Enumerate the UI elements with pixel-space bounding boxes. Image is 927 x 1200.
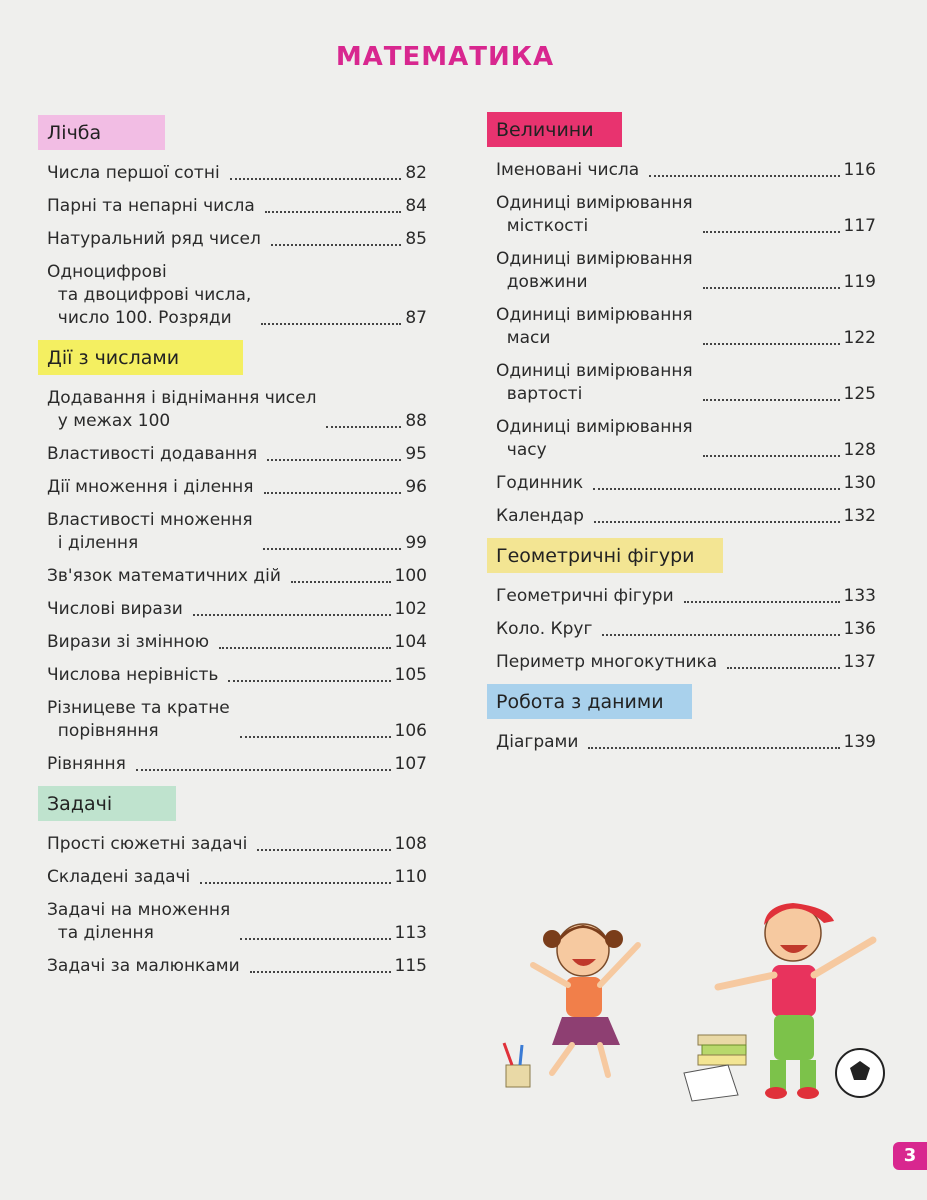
toc-entry-title: Задачі за малюнками	[47, 956, 240, 976]
toc-entry-page: 125	[843, 384, 876, 404]
toc-entry-title: Числа першої сотні	[47, 163, 220, 183]
soccer-ball-icon	[836, 1049, 884, 1097]
dot-leader	[703, 399, 840, 401]
toc-entry-page: 82	[405, 163, 427, 183]
dot-leader	[264, 492, 402, 494]
toc-entry-page: 113	[394, 923, 427, 943]
dot-leader	[703, 231, 840, 233]
dot-leader	[326, 426, 401, 428]
dot-leader	[265, 211, 402, 213]
dot-leader	[250, 971, 391, 973]
toc-entry-page: 117	[843, 216, 876, 236]
dot-leader	[703, 455, 840, 457]
section-heading-counting: Лічба	[38, 115, 165, 150]
dot-leader	[230, 178, 402, 180]
dot-leader	[263, 548, 402, 550]
section-entries-tasks	[38, 833, 430, 978]
toc-entry-page: 128	[843, 440, 876, 460]
toc-entry[interactable]	[496, 618, 876, 641]
toc-entry-title: Геометричні фігури	[496, 586, 674, 606]
toc-entry[interactable]	[47, 228, 427, 251]
toc-entry-page: 139	[843, 732, 876, 752]
toc-entry[interactable]	[47, 664, 427, 687]
toc-entry-title: Одиниці вимірювання місткості	[496, 193, 693, 236]
dot-leader	[703, 287, 840, 289]
toc-left-column	[38, 115, 430, 988]
section-heading-data: Робота з даними	[487, 684, 692, 719]
children-illustration	[488, 895, 888, 1120]
toc-entry[interactable]	[496, 651, 876, 674]
dot-leader	[261, 323, 401, 325]
toc-entry-title: Одиниці вимірювання маси	[496, 305, 693, 348]
toc-entry-page: 119	[843, 272, 876, 292]
toc-entry[interactable]	[496, 585, 876, 608]
dot-leader	[200, 882, 390, 884]
toc-entry-title: Іменовані числа	[496, 160, 640, 180]
toc-entry-title: Властивості додавання	[47, 444, 258, 464]
toc-entry[interactable]	[47, 509, 427, 555]
books-icon	[684, 1035, 746, 1101]
toc-entry[interactable]	[47, 697, 427, 743]
dot-leader	[593, 488, 839, 490]
section-entries-data	[487, 731, 879, 754]
section-heading-geometry: Геометричні фігури	[487, 538, 723, 573]
toc-entry[interactable]	[47, 899, 427, 945]
toc-entry-page: 107	[394, 754, 427, 774]
toc-entry-page: 130	[843, 473, 876, 493]
toc-entry-title: Одиниці вимірювання довжини	[496, 249, 693, 292]
toc-entry-title: Різницеве та кратне порівняння	[47, 698, 230, 741]
toc-entry[interactable]	[47, 631, 427, 654]
toc-entry-title: Зв'язок математичних дій	[47, 566, 281, 586]
dot-leader	[649, 175, 839, 177]
toc-entry-title: Дії множення і ділення	[47, 477, 254, 497]
dot-leader	[727, 667, 839, 669]
toc-entry[interactable]	[496, 192, 876, 238]
toc-entry-page: 85	[405, 229, 427, 249]
toc-entry[interactable]	[496, 731, 876, 754]
girl-figure	[533, 924, 638, 1075]
toc-entry-title: Вирази зі змінною	[47, 632, 210, 652]
pencil-cup-icon	[504, 1043, 530, 1087]
toc-entry-page: 84	[405, 196, 427, 216]
toc-entry-page: 115	[394, 956, 427, 976]
toc-entry-page: 88	[405, 411, 427, 431]
dot-leader	[228, 680, 390, 682]
toc-entry[interactable]	[47, 955, 427, 978]
toc-entry-title: Одиниці вимірювання часу	[496, 417, 693, 460]
dot-leader	[240, 938, 390, 940]
toc-entry[interactable]	[47, 443, 427, 466]
toc-entry-page: 95	[405, 444, 427, 464]
toc-entry[interactable]	[47, 833, 427, 856]
toc-entry-title: Числова нерівність	[47, 665, 219, 685]
toc-entry-page: 110	[394, 867, 427, 887]
dot-leader	[594, 521, 840, 523]
toc-entry-page: 96	[405, 477, 427, 497]
page-title: МАТЕМАТИКА	[335, 42, 555, 72]
dot-leader	[684, 601, 840, 603]
dot-leader	[271, 244, 402, 246]
dot-leader	[219, 647, 390, 649]
toc-entry-page: 99	[405, 533, 427, 553]
toc-entry-title: Годинник	[496, 473, 584, 493]
toc-entry-title: Рівняння	[47, 754, 126, 774]
toc-entry[interactable]	[47, 387, 427, 433]
toc-entry[interactable]	[496, 304, 876, 350]
toc-entry[interactable]	[47, 162, 427, 185]
dot-leader	[602, 634, 839, 636]
toc-entry[interactable]	[496, 472, 876, 495]
toc-entry[interactable]	[496, 159, 876, 182]
toc-entry-page: 105	[394, 665, 427, 685]
toc-entry-title: Діаграми	[496, 732, 579, 752]
dot-leader	[136, 769, 391, 771]
toc-entry-page: 133	[843, 586, 876, 606]
section-entries-operations	[38, 387, 430, 776]
toc-entry-title: Календар	[496, 506, 584, 526]
toc-entry[interactable]	[496, 416, 876, 462]
toc-entry-page: 100	[394, 566, 427, 586]
toc-entry[interactable]	[496, 360, 876, 406]
toc-entry-title: Натуральний ряд чисел	[47, 229, 261, 249]
toc-entry-page: 132	[843, 506, 876, 526]
dot-leader	[291, 581, 391, 583]
section-heading-tasks: Задачі	[38, 786, 176, 821]
toc-entry-title: Одиниці вимірювання вартості	[496, 361, 693, 404]
toc-entry-page: 136	[843, 619, 876, 639]
toc-entry[interactable]	[47, 476, 427, 499]
toc-entry[interactable]	[47, 866, 427, 889]
toc-entry[interactable]	[496, 505, 876, 528]
toc-entry[interactable]	[47, 753, 427, 776]
toc-entry[interactable]	[47, 195, 427, 218]
toc-entry-title: Додавання і віднімання чисел у межах 100	[47, 388, 317, 431]
section-heading-operations: Дії з числами	[38, 340, 243, 375]
toc-entry-page: 108	[394, 834, 427, 854]
toc-entry-title: Прості сюжетні задачі	[47, 834, 248, 854]
toc-entry-title: Одноцифрові та двоцифрові числа, число 100. Розряди	[47, 262, 252, 328]
section-entries-measures	[487, 159, 879, 528]
dot-leader	[240, 736, 391, 738]
section-heading-measures: Величини	[487, 112, 622, 147]
section-entries-geometry	[487, 585, 879, 674]
toc-entry[interactable]	[496, 248, 876, 294]
section-entries-counting	[38, 162, 430, 330]
toc-entry-page: 102	[394, 599, 427, 619]
dot-leader	[588, 747, 839, 749]
dot-leader	[257, 849, 390, 851]
toc-entry-page: 137	[843, 652, 876, 672]
toc-entry[interactable]	[47, 565, 427, 588]
dot-leader	[267, 459, 401, 461]
dot-leader	[703, 343, 840, 345]
toc-entry-page: 104	[394, 632, 427, 652]
toc-entry-page: 116	[843, 160, 876, 180]
toc-entry-page: 87	[405, 308, 427, 328]
toc-entry-title: Числові вирази	[47, 599, 183, 619]
toc-entry-title: Парні та непарні числа	[47, 196, 255, 216]
dot-leader	[193, 614, 391, 616]
toc-entry-title: Складені задачі	[47, 867, 191, 887]
toc-entry-page: 106	[394, 721, 427, 741]
toc-entry[interactable]	[47, 598, 427, 621]
toc-right-column	[487, 112, 879, 764]
toc-entry-title: Задачі на множення та ділення	[47, 900, 231, 943]
toc-entry-title: Властивості множення і ділення	[47, 510, 253, 553]
toc-entry-page: 122	[843, 328, 876, 348]
toc-entry-title: Периметр многокутника	[496, 652, 718, 672]
toc-entry-title: Коло. Круг	[496, 619, 593, 639]
toc-entry[interactable]	[47, 261, 427, 330]
page-number-tab: 3	[893, 1142, 927, 1170]
